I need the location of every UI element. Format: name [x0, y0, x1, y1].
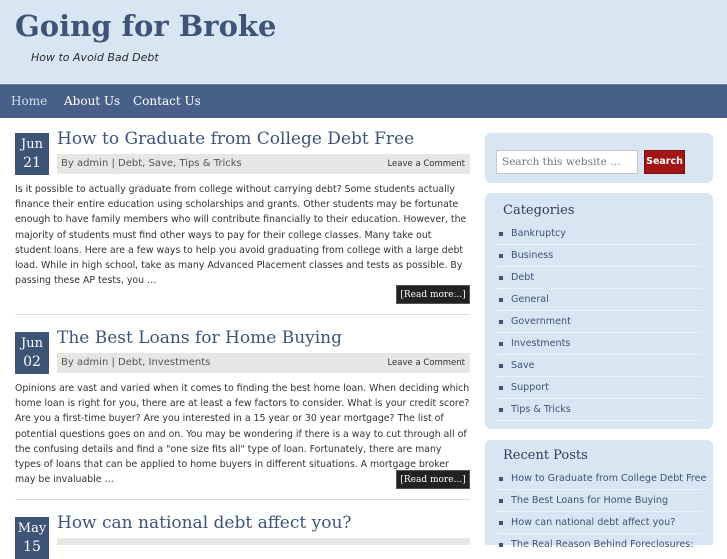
nav-contact-us[interactable]: Contact Us: [133, 94, 201, 108]
category-item[interactable]: [496, 311, 702, 333]
main-navigation: [0, 84, 727, 118]
post-date-badge: [15, 517, 49, 559]
category-label: Tips & Tricks: [511, 404, 571, 415]
nav-home[interactable]: Home: [11, 94, 48, 108]
recent-post-label: How can national debt affect you?: [511, 517, 676, 528]
bullet-icon: [499, 408, 503, 412]
search-input[interactable]: [496, 150, 638, 174]
recent-post-item[interactable]: [496, 468, 707, 490]
recent-posts-widget: [485, 440, 713, 550]
post: [15, 118, 470, 328]
site-title[interactable]: Going for Broke: [15, 9, 277, 43]
post-meta: [57, 154, 470, 174]
leave-comment-link[interactable]: Leave a Comment: [387, 159, 465, 169]
bullet-icon: [499, 521, 503, 525]
category-item[interactable]: [496, 355, 702, 377]
post-meta-text: By admin | Debt, Save, Tips & Tricks: [61, 158, 242, 169]
post-divider: [15, 314, 470, 315]
nav-about-us[interactable]: About Us: [64, 94, 121, 108]
post-title[interactable]: The Best Loans for Home Buying: [57, 328, 343, 348]
category-item[interactable]: [496, 377, 702, 399]
category-label: Support: [511, 382, 549, 393]
category-label: Bankruptcy: [511, 228, 566, 239]
category-item[interactable]: [496, 399, 702, 421]
post-date-badge: [15, 332, 49, 374]
category-label: General: [511, 294, 549, 305]
category-label: Business: [511, 250, 554, 261]
recent-posts-list: [496, 468, 707, 556]
bullet-icon: [499, 386, 503, 390]
post-meta: [57, 353, 470, 373]
bullet-icon: [499, 364, 503, 368]
recent-post-item[interactable]: [496, 490, 702, 512]
leave-comment-link[interactable]: Leave a Comment: [387, 358, 465, 368]
bullet-icon: [499, 320, 503, 324]
recent-posts-title: Recent Posts: [503, 448, 588, 463]
bullet-icon: [499, 254, 503, 258]
recent-post-item[interactable]: [496, 512, 702, 534]
category-item[interactable]: [496, 245, 702, 267]
post-title[interactable]: How can national debt affect you?: [57, 513, 352, 533]
category-item[interactable]: [496, 267, 702, 289]
post-meta: [57, 538, 470, 545]
category-item[interactable]: [496, 223, 702, 245]
bullet-icon: [499, 342, 503, 346]
bullet-icon: [499, 276, 503, 280]
category-item[interactable]: [496, 333, 702, 355]
post-date-day: 15: [23, 539, 41, 555]
bullet-icon: [499, 477, 503, 481]
category-label: Debt: [511, 272, 535, 283]
recent-post-label: How to Graduate from College Debt Free: [511, 473, 707, 484]
site-header: [0, 0, 727, 84]
bullet-icon: [499, 298, 503, 302]
categories-widget: [485, 193, 713, 429]
category-item[interactable]: [496, 289, 702, 311]
post-meta-text: By admin | Debt, Investments: [61, 357, 211, 368]
post-date-badge: [15, 133, 49, 175]
post-date-month: May: [17, 521, 47, 536]
post-excerpt: Opinions are vast and varied when it comes to finding the best home loan. When deciding which home loan is right for you, there are at least a few factors to consider. What is your credit score? Are you a first-time buyer? Are you interested in a 15 year or 30 year mortgage? The list of potential questions goes on and on. You may be wondering if there is a way to cut through all of the confusing details and find a "one size fits all" type of loan. Fortunately, there are many types of loans that can be applied to home buyers in different situations. A mortgage broker may be invaluable …: [15, 383, 470, 486]
search-widget: [485, 133, 713, 183]
category-label: Government: [511, 316, 571, 327]
post-title[interactable]: How to Graduate from College Debt Free: [57, 129, 415, 149]
post-date-month: Jun: [21, 336, 43, 351]
post-date-day: 02: [23, 354, 41, 370]
site-tagline: How to Avoid Bad Debt: [31, 51, 159, 64]
search-button[interactable]: Search: [644, 150, 685, 174]
post: [15, 317, 470, 517]
post-excerpt: Is it possible to actually graduate from college without carrying debt? Some students actually finance their entire education using scholarships and grants. Other students may be fortunate enough to have family members who will contribute financially to their education. However, the majority of students must find other ways to pay for their college classes. Many take out student loans. Here are a few ways to help you avoid graduating from college with a large debt load. While in high school, take as many Advanced Placement classes and tests as possible. By passing these AP tests, you …: [15, 184, 467, 287]
post-divider: [15, 499, 470, 500]
categories-list: [496, 223, 702, 421]
post-date-day: 21: [23, 155, 41, 171]
recent-post-label: The Best Loans for Home Buying: [511, 495, 669, 506]
read-more-button[interactable]: [Read more...]: [396, 285, 470, 304]
post-date-month: Jun: [21, 137, 43, 152]
bullet-icon: [499, 499, 503, 503]
post: [15, 502, 470, 555]
categories-title: Categories: [503, 203, 575, 218]
read-more-button[interactable]: [Read more...]: [396, 470, 470, 489]
category-label: Save: [511, 360, 535, 371]
category-label: Investments: [511, 338, 571, 349]
recent-post-label: The Real Reason Behind Foreclosures:: [511, 539, 694, 550]
main-content: [0, 118, 485, 555]
bullet-icon: [499, 543, 503, 547]
bullet-icon: [499, 232, 503, 236]
recent-post-item[interactable]: [496, 534, 702, 556]
